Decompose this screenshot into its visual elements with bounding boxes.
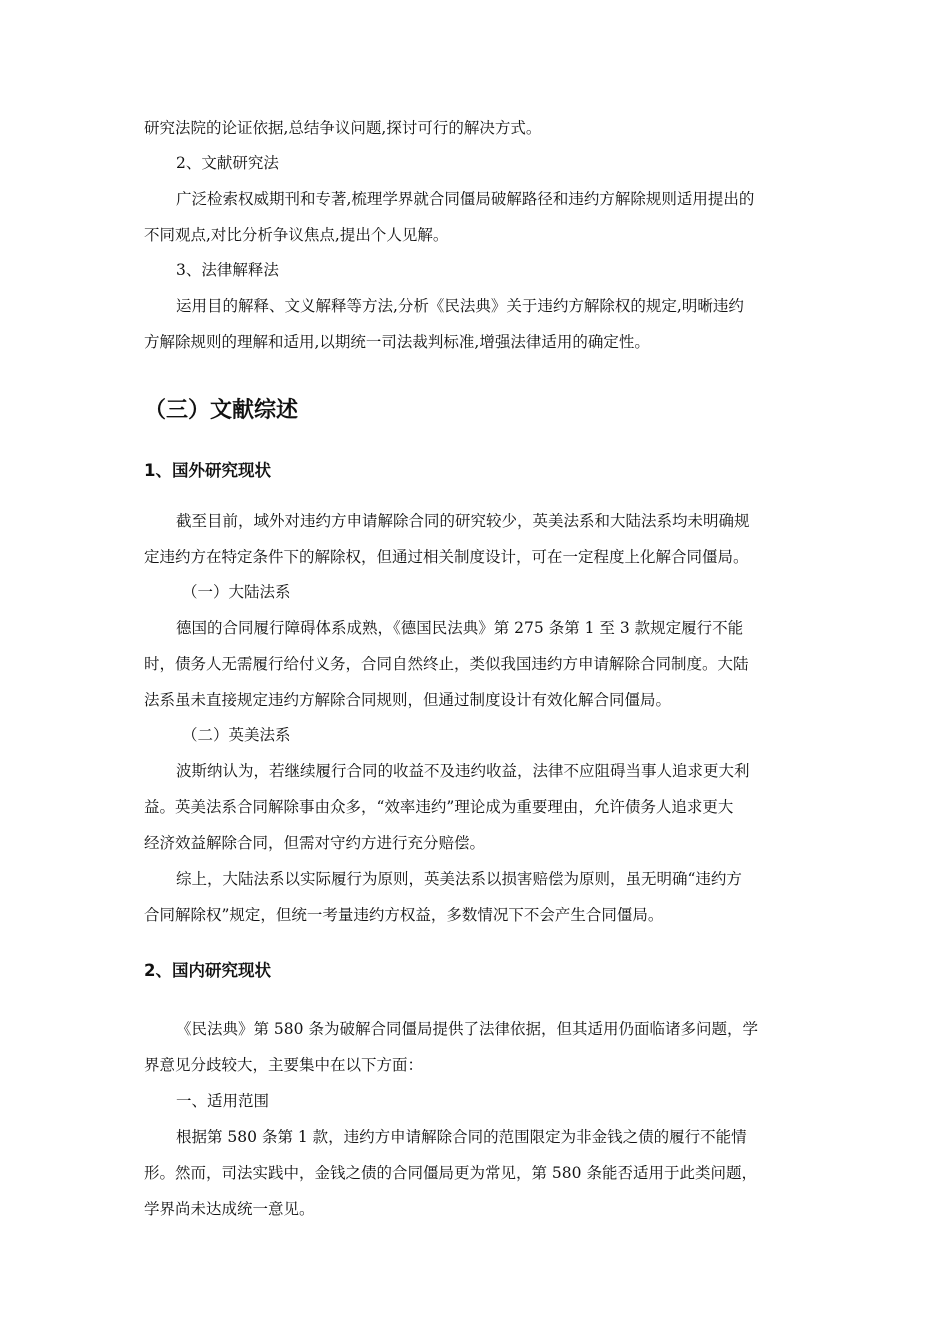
text-line: 广泛检索权威期刊和专著,梳理学界就合同僵局破解路径和违约方解除规则适用提出的 xyxy=(176,190,755,208)
text-line: 德国的合同履行障碍体系成熟，《德国民法典》第 275 条第 1 至 3 款规定履行不能 xyxy=(176,619,744,637)
sub-heading: 一、适用范围 xyxy=(176,1092,270,1110)
section-heading: （三）文献综述 xyxy=(144,398,299,423)
subsection-heading: 2、国内研究现状 xyxy=(144,961,271,980)
text-line: 研究法院的论证依据,总结争议问题,探讨可行的解决方式。 xyxy=(144,119,542,137)
sub-heading: （一）大陆法系 xyxy=(182,583,291,601)
sub-heading: （二）英美法系 xyxy=(182,726,291,744)
text-line: 根据第 580 条第 1 款，违约方申请解除合同的范围限定为非金钱之债的履行不能情 xyxy=(176,1128,747,1146)
text-line: 界意见分歧较大，主要集中在以下方面： xyxy=(144,1056,424,1074)
text-line: 定违约方在特定条件下的解除权，但通过相关制度设计，可在一定程度上化解合同僵局。 xyxy=(144,548,749,566)
text-line: 《民法典》第 580 条为破解合同僵局提供了法律依据，但其适用仍面临诸多问题，学 xyxy=(176,1020,758,1038)
text-line: 学界尚未达成统一意见。 xyxy=(144,1200,315,1218)
text-line: 运用目的解释、文义解释等方法,分析《民法典》关于违约方解除权的规定,明晰违约 xyxy=(176,297,744,315)
text-line: 综上，大陆法系以实际履行为原则，英美法系以损害赔偿为原则，虽无明确“违约方 xyxy=(176,870,742,888)
text-line: 截至目前，域外对违约方申请解除合同的研究较少，英美法系和大陆法系均未明确规 xyxy=(176,512,750,530)
text-line: 益。英美法系合同解除事由众多，“效率违约”理论成为重要理由，允许债务人追求更大 xyxy=(144,798,734,816)
text-line: 时，债务人无需履行给付义务，合同自然终止，类似我国违约方申请解除合同制度。大陆 xyxy=(144,655,749,673)
text-line: 波斯纳认为，若继续履行合同的收益不及违约收益，法律不应阻碍当事人追求更大利 xyxy=(176,762,750,780)
text-line: 合同解除权”规定，但统一考量违约方权益，多数情况下不会产生合同僵局。 xyxy=(144,906,664,924)
method-title: 3、法律解释法 xyxy=(176,261,279,279)
text-line: 形。然而，司法实践中，金钱之债的合同僵局更为常见，第 580 条能否适用于此类问题， xyxy=(144,1164,757,1182)
text-line: 不同观点,对比分析争议焦点,提出个人见解。 xyxy=(144,226,449,244)
text-line: 法系虽未直接规定违约方解除合同规则，但通过制度设计有效化解合同僵局。 xyxy=(144,691,672,709)
method-title: 2、文献研究法 xyxy=(176,154,279,172)
text-line: 方解除规则的理解和适用,以期统一司法裁判标准,增强法律适用的确定性。 xyxy=(144,333,650,351)
subsection-heading: 1、国外研究现状 xyxy=(144,461,271,480)
text-line: 经济效益解除合同，但需对守约方进行充分赔偿。 xyxy=(144,834,486,852)
